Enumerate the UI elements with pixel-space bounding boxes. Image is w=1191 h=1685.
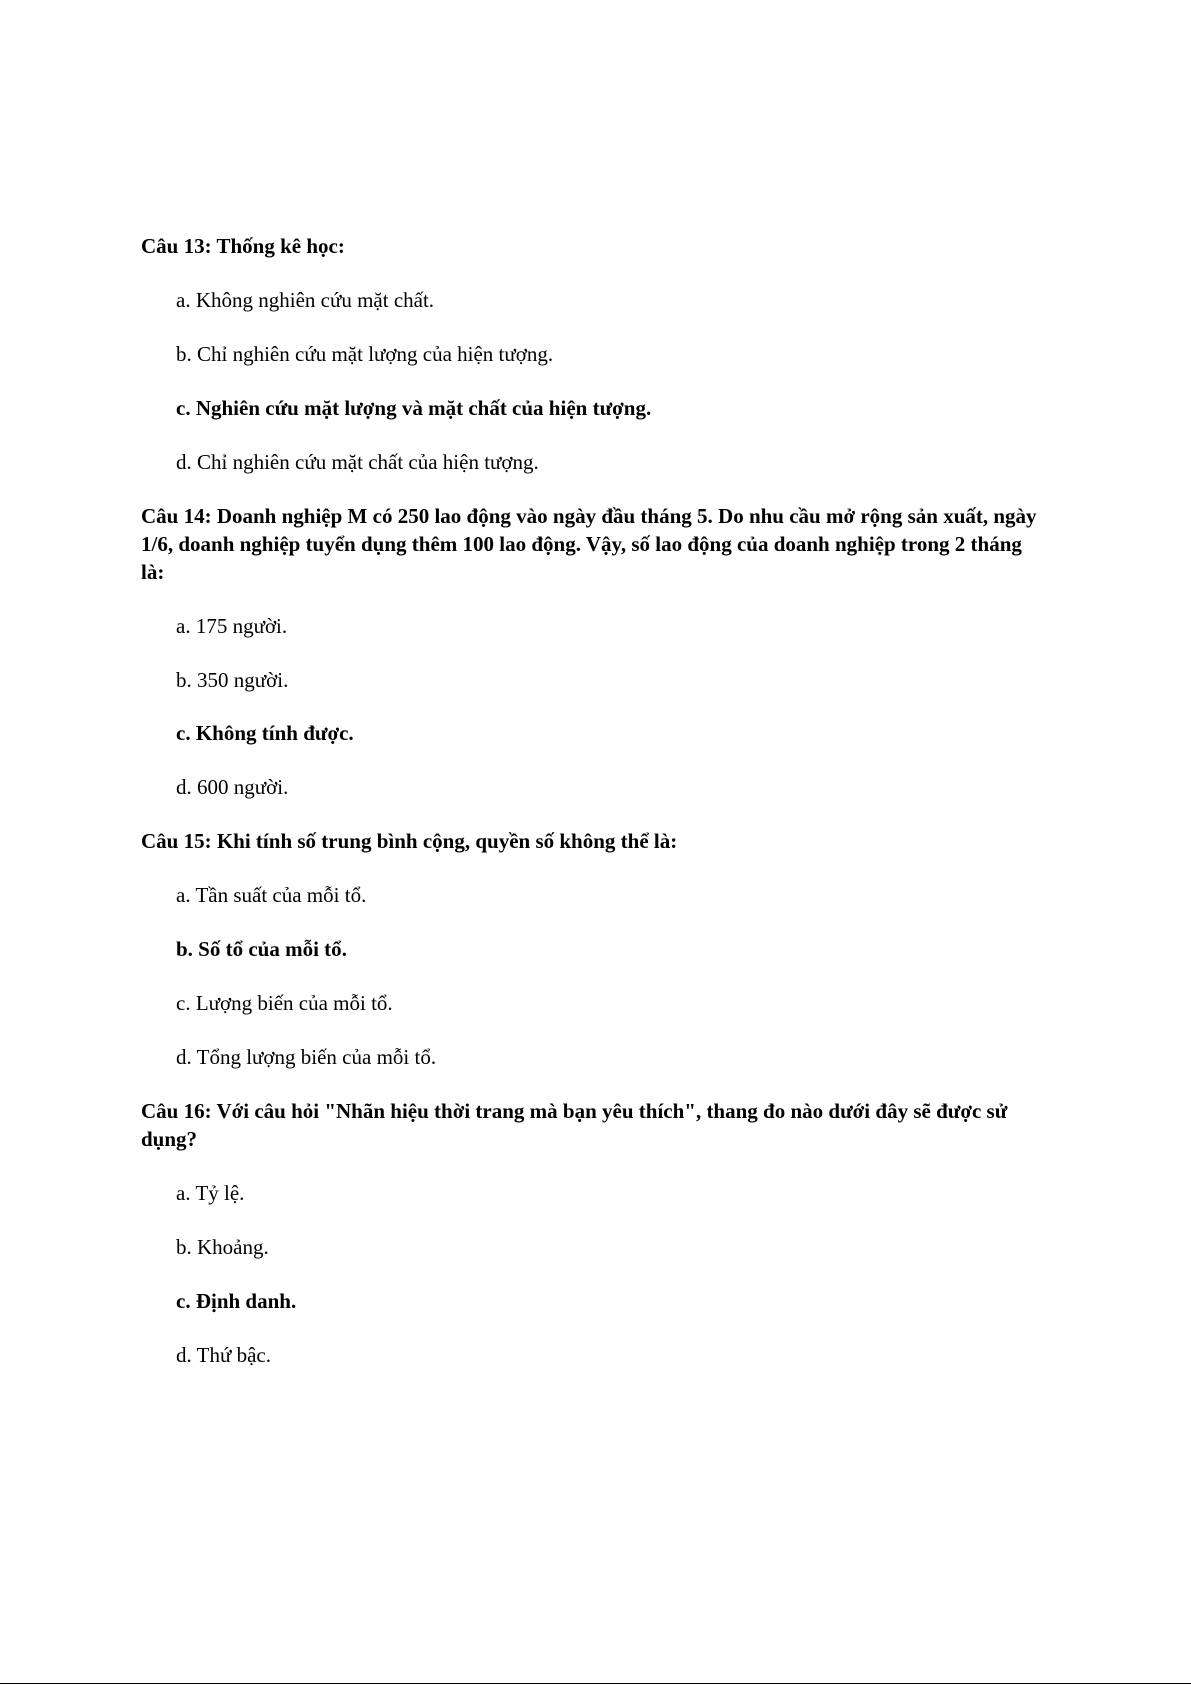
question-14-option-b: b. 350 người.	[176, 668, 289, 692]
question-15-title: Câu 15: Khi tính số trung bình cộng, quyền số không thể là:	[141, 829, 678, 853]
question-14-option-c-answer: c. Không tính được.	[176, 721, 354, 745]
question-16-option-c-answer: c. Định danh.	[176, 1289, 297, 1313]
question-15-option-b-answer: b. Số tổ của mỗi tổ.	[176, 937, 347, 961]
question-14-option-d: d. 600 người.	[176, 775, 289, 799]
question-16-option-d: d. Thứ bậc.	[176, 1343, 271, 1367]
question-14-option-a: a. 175 người.	[176, 614, 288, 638]
question-16-option-a: a. Tỷ lệ.	[176, 1181, 245, 1205]
question-13-option-d: d. Chỉ nghiên cứu mặt chất của hiện tượng.	[176, 450, 539, 474]
question-13-title: Câu 13: Thống kê học:	[141, 234, 345, 258]
question-16-title: Câu 16: Với câu hỏi "Nhãn hiệu thời trang mà bạn yêu thích", thang đo nào dưới đây sẽ được sử dụng?	[141, 1099, 1008, 1151]
question-15-option-c: c. Lượng biến của mỗi tổ.	[176, 991, 393, 1015]
question-15-option-a: a. Tần suất của mỗi tổ.	[176, 883, 367, 907]
question-13-option-c-answer: c. Nghiên cứu mặt lượng và mặt chất của hiện tượng.	[176, 396, 652, 420]
question-16-option-b: b. Khoảng.	[176, 1235, 269, 1259]
question-13-option-a: a. Không nghiên cứu mặt chất.	[176, 288, 435, 312]
question-14-title: Câu 14: Doanh nghiệp M có 250 lao động vào ngày đầu tháng 5. Do nhu cầu mở rộng sản xuất, ngày 1/6, doanh nghiệp tuyển dụng thêm 100 lao động. Vậy, số lao động của doanh nghiệp trong 2 tháng là:	[141, 504, 1037, 584]
question-15-option-d: d. Tổng lượng biến của mỗi tổ.	[176, 1045, 437, 1069]
page-bottom-divider	[0, 1683, 1191, 1684]
question-13-option-b: b. Chỉ nghiên cứu mặt lượng của hiện tượng.	[176, 342, 554, 366]
